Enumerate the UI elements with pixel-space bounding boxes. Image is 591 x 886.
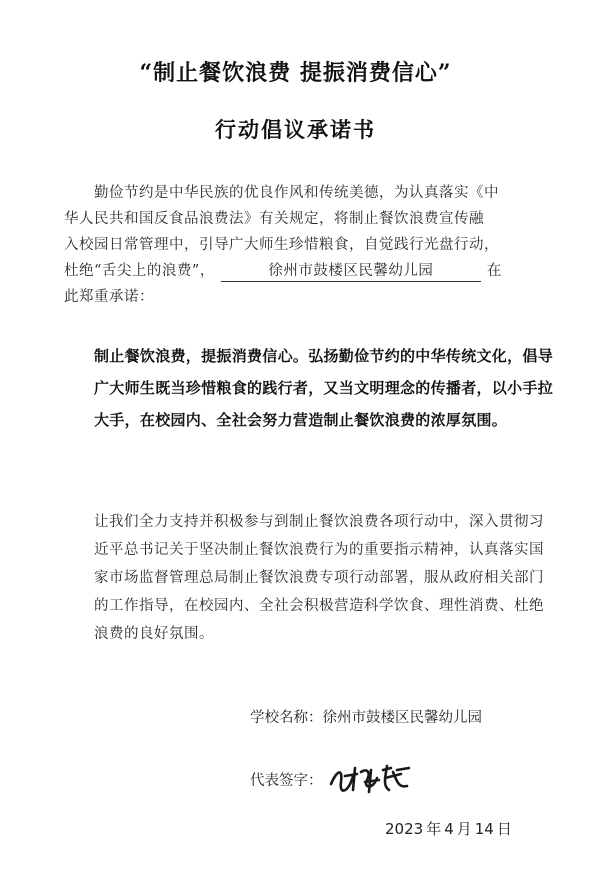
document-subtitle: 行动倡议承诺书 [215, 117, 376, 142]
pledge-paragraph: 制止餐饮浪费，提振消费信心。弘扬勤俭节约的中华传统文化，倡导广大师生既当珍惜粮食的践行者，又当文明理念的传播者，以小手拉大手，在校园内、全社会努力营造制止餐饮浪费的浓厚氛围。 [94, 347, 554, 429]
date-month: 4 [444, 820, 454, 838]
intro-line-4-prefix: 杜绝“舌尖上的浪费”， [64, 263, 215, 279]
date-year-unit: 年 [426, 820, 442, 838]
document-title: “制止餐饮浪费 提振消费信心” [139, 60, 452, 86]
intro-line-4 [64, 258, 527, 284]
action-paragraph: 让我们全力支持并积极参与到制止餐饮浪费各项行动中，深入贯彻习近平总书记关于坚决制止餐饮浪费行为的重要指示精神，认真落实国家市场监督管理总局制止餐饮浪费专项行动部署，服从政府相关部门的工作指导，在校园内、全社会积极营造科学饮食、理性消费、杜绝浪费的良好氛围。 [94, 514, 544, 642]
intro-line-5: 此郑重承诺： [64, 289, 154, 305]
date-day: 14 [474, 820, 494, 838]
intro-line-1: 勤俭节约是中华民族的优良作风和传统美德，为认真落实《中 [94, 185, 499, 201]
school-name-row [250, 706, 482, 727]
document-date [385, 818, 515, 839]
intro-line-3: 入校园日常管理中，引导广大师生珍惜粮食，自觉践行光盘行动， [64, 237, 499, 253]
school-name-label: 学校名称： [250, 710, 323, 726]
intro-line-2: 华人民共和国反食品浪费法》有关规定，将制止餐饮浪费宣传融 [64, 211, 484, 227]
representative-label: 代表签字： [250, 772, 323, 789]
school-fill-in: 徐州市鼓楼区民馨幼儿园 [221, 261, 481, 282]
handwritten-signature [327, 762, 413, 796]
date-month-unit: 月 [456, 820, 472, 838]
representative-row [250, 762, 413, 796]
intro-paragraph [64, 180, 527, 310]
school-name-value: 徐州市鼓楼区民馨幼儿园 [322, 710, 482, 726]
date-day-unit: 日 [496, 820, 512, 838]
date-year: 2023 [385, 820, 424, 838]
intro-line-4-suffix: 在 [486, 263, 502, 279]
